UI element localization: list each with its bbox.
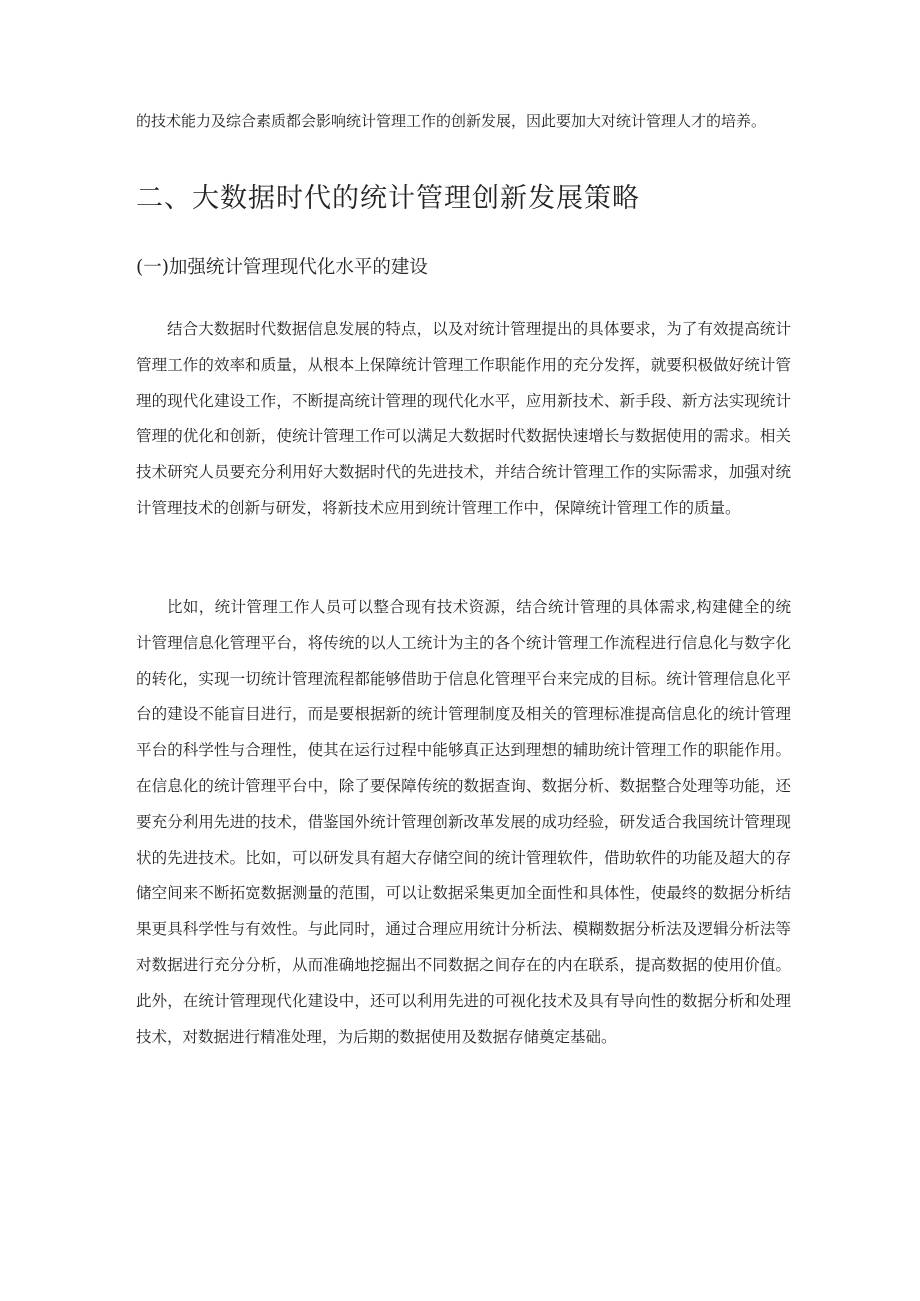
intro-paragraph: 的技术能力及综合素质都会影响统计管理工作的创新发展，因此要加大对统计管理人才的培养。 (136, 112, 767, 130)
body-paragraph-1: 结合大数据时代数据信息发展的特点，以及对统计管理提出的具体要求，为了有效提高统计管理工作的效率和质量，从根本上保障统计管理工作职能作用的充分发挥，就要积极做好统计管理的现代化建设工作，不断提高统计管理的现代化水平，应用新技术、新手段、新方法实现统计管理的优化和创新，使统计管理工作可以满足大数据时代数据快速增长与数据使用的需求。相关技术研究人员要充分利用好大数据时代的先进技术，并结合统计管理工作的实际需求，加强对统计管理技术的创新与研发，将新技术应用到统计管理工作中，保障统计管理工作的质量。 (136, 320, 791, 517)
body-paragraph-2: 比如，统计管理工作人员可以整合现有技术资源，结合统计管理的具体需求,构建健全的统计管理信息化管理平台，将传统的以人工统计为主的各个统计管理工作流程进行信息化与数字化的转化，实现一切统计管理流程都能够借助于信息化管理平台来完成的目标。统计管理信息化平台的建设不能盲目进行，而是要根据新的统计管理制度及相关的管理标准提高信息化的统计管理平台的科学性与合理性，使其在运行过程中能够真正达到理想的辅助统计管理工作的职能作用。在信息化的统计管理平台中，除了要保障传统的数据查询、数据分析、数据整合处理等功能，还要充分利用先进的技术，借鉴国外统计管理创新改革发展的成功经验，研发适合我国统计管理现状的先进技术。比如，可以研发具有超大存储空间的统计管理软件，借助软件的功能及超大的存储空间来不断拓宽数据测量的范围，可以让数据采集更加全面性和具体性，使最终的数据分析结果更具科学性与有效性。与此同时，通过合理应用统计分析法、模糊数据分析法及逻辑分析法等对数据进行充分分析，从而准确地挖掘出不同数据之间存在的内在联系，提高数据的使用价值。此外，在统计管理现代化建设中，还可以利用先进的可视化技术及具有导向性的数据分析和处理技术，对数据进行精准处理，为后期的数据使用及数据存储奠定基础。 (136, 598, 791, 1046)
subsection-heading: (一)加强统计管理现代化水平的建设 (136, 257, 428, 278)
section-heading: 二、大数据时代的统计管理创新发展策略 (136, 183, 640, 214)
